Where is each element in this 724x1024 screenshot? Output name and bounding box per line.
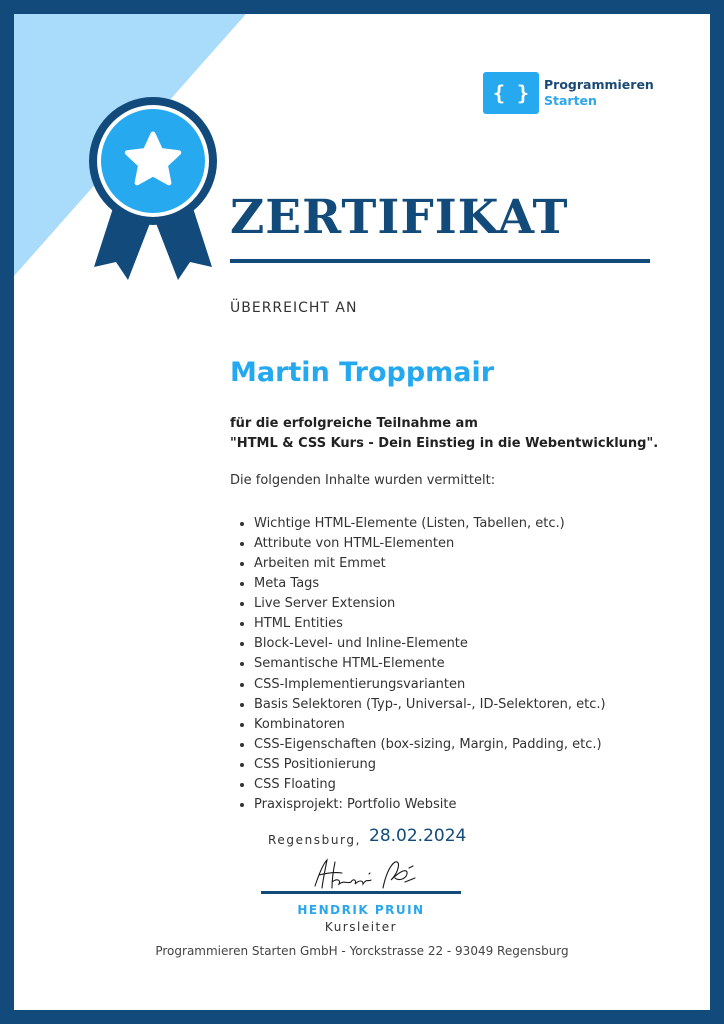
footer-address: Programmieren Starten GmbH - Yorckstrasse 22 - 93049 Regensburg bbox=[155, 944, 569, 958]
topic-item: • CSS-Eigenschaften (box-sizing, Margin, Padding, etc.) bbox=[254, 735, 606, 755]
topic-item: • CSS Positionierung bbox=[254, 755, 606, 775]
topic-item: • HTML Entities bbox=[254, 614, 606, 634]
topic-item: • Basis Selektoren (Typ-, Universal-, ID-Selektoren, etc.) bbox=[254, 695, 606, 715]
topic-item: • Kombinatoren bbox=[254, 715, 606, 735]
contents-intro: Die folgenden Inhalte wurden vermittelt: bbox=[230, 473, 496, 488]
handwritten-signature bbox=[309, 856, 419, 892]
presented-to-label: ÜBERREICHT AN bbox=[230, 300, 358, 316]
participation-line1: für die erfolgreiche Teilnahme am bbox=[230, 416, 478, 431]
topic-item: • Semantische HTML-Elemente bbox=[254, 654, 606, 674]
topic-item: • Arbeiten mit Emmet bbox=[254, 554, 606, 574]
award-ribbon-icon bbox=[78, 90, 228, 295]
topic-item: • CSS Floating bbox=[254, 775, 606, 795]
issue-date: 28.02.2024 bbox=[369, 826, 467, 846]
topic-list bbox=[236, 514, 606, 815]
topic-item: • Praxisprojekt: Portfolio Website bbox=[254, 795, 606, 815]
lightbulb-icon bbox=[483, 72, 539, 114]
participation-line2: "HTML & CSS Kurs - Dein Einstieg in die Webentwicklung". bbox=[230, 436, 659, 451]
topic-item: • Meta Tags bbox=[254, 574, 606, 594]
logo-line2: Starten bbox=[544, 93, 597, 108]
topic-item: • Attribute von HTML-Elementen bbox=[254, 534, 606, 554]
participation-text bbox=[230, 414, 658, 454]
topic-item: • Live Server Extension bbox=[254, 594, 606, 614]
topic-item: • CSS-Implementierungsvarianten bbox=[254, 675, 606, 695]
title-underline bbox=[230, 259, 650, 263]
logo-line1: Programmieren bbox=[544, 77, 654, 92]
signer-role: Kursleiter bbox=[324, 920, 398, 934]
signer-name: HENDRIK PRUIN bbox=[297, 903, 425, 917]
certificate-title: ZERTIFIKAT bbox=[230, 190, 569, 245]
logo-text bbox=[544, 77, 654, 109]
brand-logo bbox=[483, 72, 654, 114]
logo-symbol: { } bbox=[492, 81, 530, 105]
recipient-name: Martin Troppmair bbox=[230, 357, 495, 388]
signature-line bbox=[261, 891, 461, 894]
topic-item: • Wichtige HTML-Elemente (Listen, Tabellen, etc.) bbox=[254, 514, 606, 534]
place-label: Regensburg, bbox=[268, 833, 362, 847]
topic-item: • Block-Level- und Inline-Elemente bbox=[254, 634, 606, 654]
